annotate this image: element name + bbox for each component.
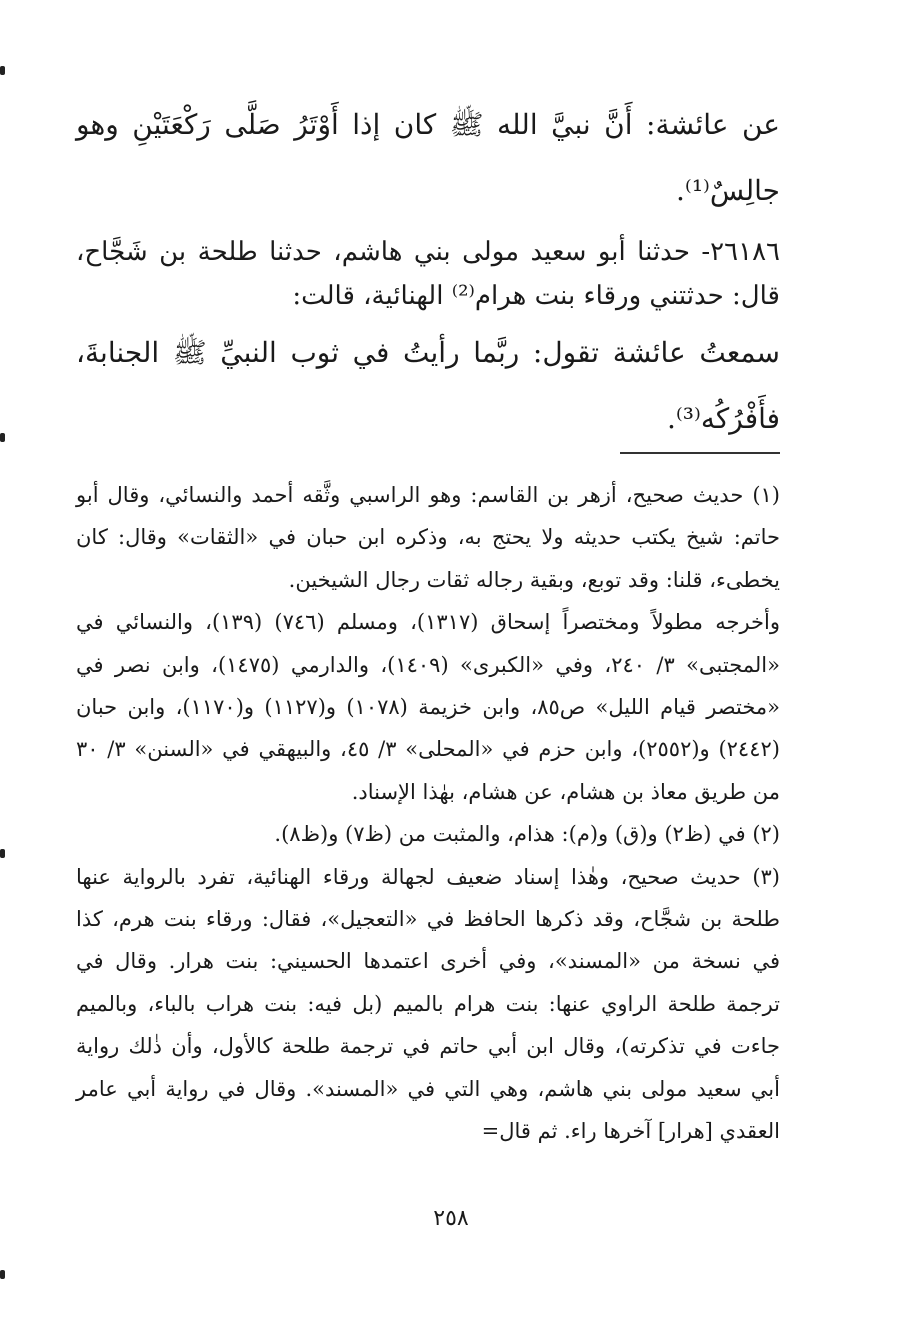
footnote-3: (٣) حديث صحيح، وهٰذا إسناد ضعيف لجهالة ورقاء الهنائية، تفرد بالرواية عنها طلحة بن شجَّاح، وقد ذكرها الحافظ في «التعجيل»، فقال: ورقاء بنت هرم، كذا في نسخة من «المسند»، وفي أخرى اعتمدها الحسيني: بنت هرار. وقال في ترجمة طلحة الراوي عنها: بنت هرام بالميم (بل فيه: بنت هراب بالباء، وبالميم جاءت في تذكرته)، وقال ابن أبي حاتم في ترجمة طلحة كالأول، وأن ذٰلك رواية أبي سعيد مولى بني هاشم، وهي التي في «المسند». وقال في رواية أبي عامر العقدي [هرار] آخرها راء. ثم قال= xyxy=(76,864,780,1144)
footnote-1: (١) حديث صحيح، أزهر بن القاسم: وهو الراسبي وثَّقه أحمد والنسائي، وقال أبو حاتم: شيخ يكتب حديثه ولا يحتج به، وذكره ابن حبان في «الثقات» وقال: كان يخطىء، قلنا: وقد توبع، وبقية رجاله ثقات رجال الشيخين. xyxy=(76,483,780,592)
main-text xyxy=(76,92,780,452)
margin-mark xyxy=(0,849,5,858)
footnote-2: (٢) في (ظ٢) و(ق) و(م): هذام، والمثبت من (ظ٧) و(ظ٨). xyxy=(274,822,780,847)
margin-mark xyxy=(0,66,5,75)
page-number: ٢٥٨ xyxy=(433,1206,469,1231)
hadith-matn: سمعتُ عائشة تقول: ربَّما رأيتُ في ثوب النبيِّ ﷺ الجنابةَ، فأَفْرُكُه⁽³⁾. xyxy=(76,336,780,435)
footnote-separator xyxy=(620,452,780,454)
margin-mark xyxy=(0,1270,5,1279)
margin-mark xyxy=(0,433,5,442)
hadith-continuation: عن عائشة: أَنَّ نبيَّ الله ﷺ كان إذا أَوْتَرُ صَلَّى رَكْعَتَيْنِ وهو جالِسٌ⁽¹⁾. xyxy=(76,108,780,207)
hadith-isnad: ٢٦١٨٦- حدثنا أبو سعيد مولى بني هاشم، حدثنا طلحة بن شَجَّاح، قال: حدثتني ورقاء بنت هرام⁽²⁾ الهنائية، قالت: xyxy=(76,237,780,311)
footnotes xyxy=(76,474,780,1153)
footnote-1-takhrij: وأخرجه مطولاً ومختصراً إسحاق (١٣١٧)، ومسلم (٧٤٦) (١٣٩)، والنسائي في «المجتبى» ٣/ ٢٤٠، وفي «الكبرى» (١٤٠٩)، والدارمي (١٤٧٥)، وابن نصر في «مختصر قيام الليل» ص٨٥، وابن خزيمة (١٠٧٨) و(١١٢٧) و(١١٧٠)، وابن حبان (٢٤٤٢) و(٢٥٥٢)، وابن حزم في «المحلى» ٣/ ٤٥، والبيهقي في «السنن» ٣/ ٣٠ من طريق معاذ بن هشام، عن هشام، بهٰذا الإسناد. xyxy=(76,610,780,804)
